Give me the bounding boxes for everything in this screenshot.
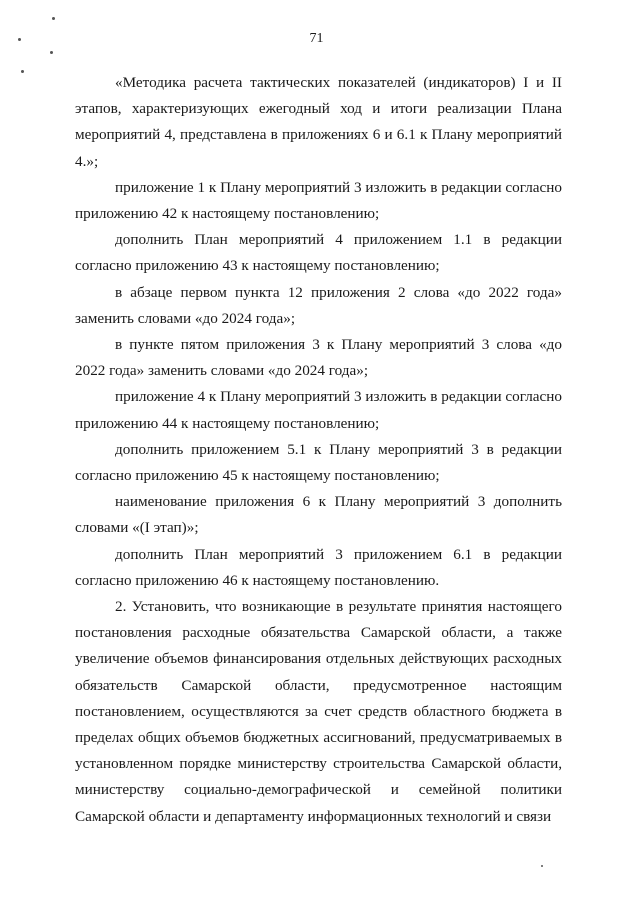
paragraph-add-appendix-6-1: дополнить План мероприятий 3 приложением 6.1 в редакции согласно приложению 46 к настоящему постановлению. — [75, 545, 562, 589]
paragraph-add-appendix-5-1: дополнить приложением 5.1 к Плану мероприятий 3 в редакции согласно приложению 45 к настоящему постановлению; — [75, 440, 562, 485]
paragraph-methodology: «Методика расчета тактических показателей (индикаторов) I и II этапов, характеризующих ежегодный ход и итоги реализации Плана мероприятий 4, представлена в приложениях 6 и 6.1 к Плану мероприятий 4.»; — [75, 74, 562, 170]
paragraph-add-appendix-1-1: дополнить План мероприятий 4 приложением 1.1 в редакции согласно приложению 43 к настоящему постановлению; — [75, 231, 562, 275]
paragraph-item-12: в абзаце первом пункта 12 приложения 2 слова «до 2022 года» заменить словами «до 2024 года»; — [75, 283, 562, 327]
scan-speck — [541, 865, 543, 867]
document-body — [75, 70, 562, 830]
scan-speck — [21, 70, 24, 73]
paragraph-appendix-1: приложение 1 к Плану мероприятий 3 изложить в редакции согласно приложению 42 к настоящему постановлению; — [75, 178, 562, 223]
paragraph-appendix-6-title: наименование приложения 6 к Плану мероприятий 3 дополнить словами «(I этап)»; — [75, 493, 562, 537]
scan-speck — [50, 51, 53, 54]
paragraph-appendix-4: приложение 4 к Плану мероприятий 3 изложить в редакции согласно приложению 44 к настоящему постановлению; — [75, 388, 562, 432]
paragraph-item-2-funding: 2. Установить, что возникающие в результате принятия настоящего постановления расходные обязательства Самарской области, а также увеличение объемов финансирования отдельных действующих расходных обязательств Самарской области, предусмотренное настоящим постановлением, осуществляются за счет средств областного бюджета в пределах общих объемов бюджетных ассигнований, предусматриваемых в установленном порядке министерству строительства Самарской области, министерству социально-демографической и семейной политики Самарской области и департаменту информационных технологий и связи — [75, 598, 562, 825]
paragraph-appendix-3: в пункте пятом приложения 3 к Плану мероприятий 3 слова «до 2022 года» заменить словами «до 2024 года»; — [75, 336, 562, 380]
page-number: 71 — [309, 31, 324, 46]
scan-speck — [52, 17, 55, 20]
